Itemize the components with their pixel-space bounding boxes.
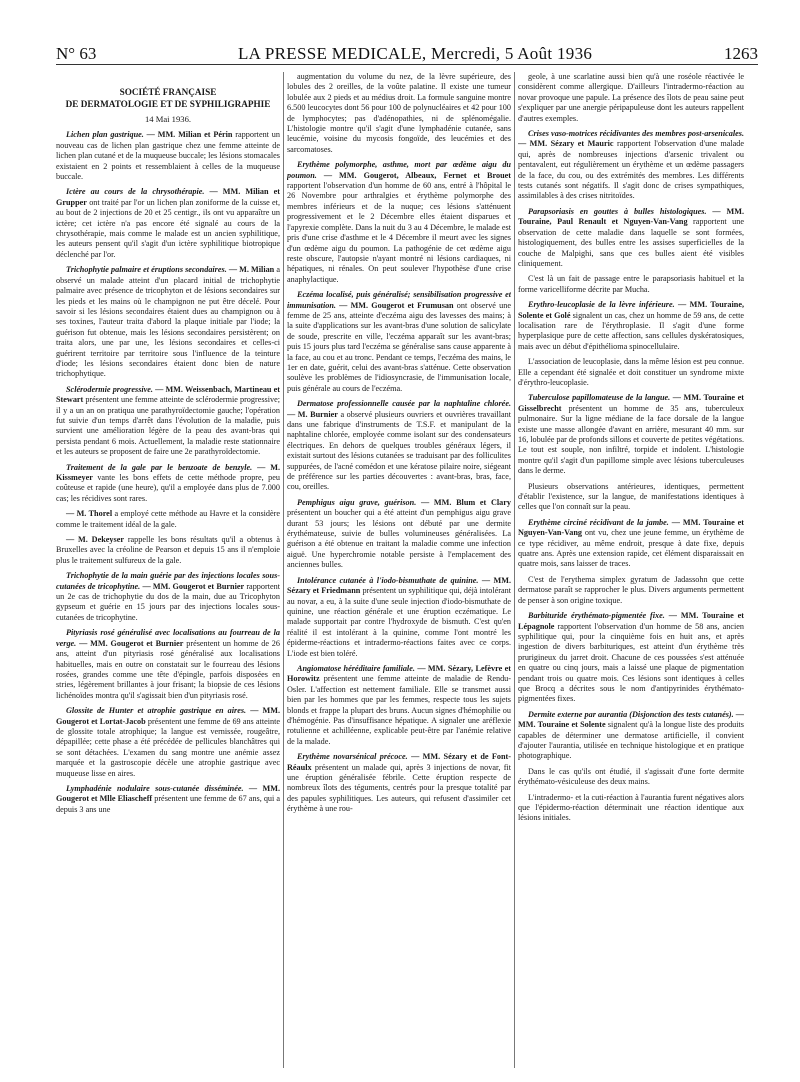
article-paragraph xyxy=(518,611,744,705)
article-authors: — MM. Blum et Clary xyxy=(416,497,511,507)
article-text: rapportent l'observation d'un homme de 60 ans, entré à l'hôpital le 26 Novembre pour arthralgies et érythème polymorphe des membres inférieurs et de la nuque; ces lésions s'atténuent progressivement et le 2 Décembre elles étaient disparues et l'apyrexie complète. Dans la nuit du 3 au 4 Décembre, le malade est pris d'une crise d'asthme et le 4 Décembre il meurt avec les signes d'un œdème aigu du poumon. La pathogénie de cet œdème aigu reste obscure, l'autopsie n'ayant montré ni lésions cardiaques, ni hépatiques, ni rénales. On peut soulever l'hypothèse d'une crise anaphylactique. xyxy=(287,181,511,284)
article-text: présentent un boucher qui a été atteint d'un pemphigus aigu grave durant 53 jours; les lésions ont débuté par une dermite érythémateuse, suivie de bulles volumineuses généralisées. La guérison a été obtenue en traitant la maladie comme une infection aiguë. Une hyperchromie notable persiste à l'emplacement des anciennes bulles. xyxy=(287,508,511,570)
article-title: Lymphadénie nodulaire sous-cutanée disséminée. xyxy=(66,783,244,793)
article-text: présentent une femme de 69 ans atteinte de glossite totale atrophique; la langue est vernissée, rougeâtre, dépapillée; cette phase a été précédée de pellicules blanchâtres qui se sont détachées. L'examen du sang montre une anémie assez marquée et la gastroscopie décèle une atrophie gastrique avec muqueuse lisse en aires. xyxy=(56,716,280,778)
society-name: SOCIÉTÉ FRANÇAISE DE DERMATOLOGIE ET DE SYPHILIGRAPHIE xyxy=(65,87,271,109)
article-text: C'est là un fait de passage entre le parapsoriasis habituel et la forme varicelliforme décrite par Mucha. xyxy=(518,274,744,294)
article-paragraph xyxy=(56,130,280,182)
article-authors: — MM. Touraine et Gisselbrecht xyxy=(518,393,744,413)
article-text: Plusieurs observations antérieures, identiques, permettent d'établir l'existence, sur la langue, de manifestations identiques à celles que l'on connaît sur la peau. xyxy=(518,481,744,512)
column-1 xyxy=(56,72,280,1074)
article-paragraph xyxy=(518,767,744,788)
article-paragraph xyxy=(518,129,744,202)
article-authors: — MM. Touraine, Solente et Golé xyxy=(518,300,744,320)
article-authors: — M. Kissmeyer xyxy=(56,462,280,482)
article-paragraph xyxy=(56,385,280,458)
article-text: vante les bons effets de cette méthode propre, peu coûteuse et rapide (une heure), qu'il a employée dans plus de 7.000 cas; les récidives sont rares. xyxy=(56,473,280,503)
article-paragraph xyxy=(56,628,280,701)
header-rule xyxy=(56,64,758,65)
article-authors: — M. Thorel xyxy=(66,509,113,519)
article-paragraph xyxy=(518,518,744,570)
article-text: a observé plusieurs ouvriers et ouvrières travaillant dans une fabrique d'instruments de T.S.F. et manipulant de la naphtaline chlorée, employée comme isolant sur des condensateurs électriques. En dehors de quelques troubles généraux légers, il existait surtout des lésions cutanées se traduisant par des folliculites suppurées, de l'acné comédon et une kératose pilaire noire, siégeant de préférence sur les parties découvertes : avant-bras, bras, face, cou, oreilles. xyxy=(287,409,511,492)
article-title: Erythème circiné récidivant de la jambe. xyxy=(528,517,669,527)
article-text: signalent un cas, chez un homme de 59 ans, de cette localisation rare de l'érythroplasie. Il s'agit d'une forme hyperplasique pure de cette affection, sans cellules dyskératosiques, mais avec un début d'épithélioma spinocellulaire. xyxy=(518,310,744,351)
article-text: Dans le cas qu'ils ont étudié, il s'agissait d'une forte dermite érythémato-vésiculeuse des deux mains. xyxy=(518,766,744,787)
article-title: Lichen plan gastrique. xyxy=(66,130,144,140)
column-1-articles xyxy=(56,130,280,815)
column-3 xyxy=(518,72,744,1074)
article-title: Angiomatose héréditaire familiale. xyxy=(297,663,415,673)
article-paragraph xyxy=(287,498,511,571)
article-paragraph xyxy=(287,752,511,814)
article-paragraph xyxy=(287,399,511,493)
article-text: signalent qu'à la longue liste des produits capables de déterminer une dermatose artificielle, il convient d'ajouter l'aurantia, utilisée en technique histologique et en pratique photographique. xyxy=(518,720,744,761)
article-authors: — MM. Weissenbach, Martineau et Stewart xyxy=(56,384,280,405)
article-title: Trichophytie de la main guérie par des injections locales sous-cutanées de tricophytine. xyxy=(56,571,280,591)
column-3-articles xyxy=(518,72,744,824)
article-text: présentent un homme de 26 ans, atteint d'un pityriasis rosé généralisé aux localisations habituelles, mais en outre on constatait sur le fourreau des lésions rosées, grandes comme une tête d'épingle, parfois disposées en stries, légèrement brillantes à jour frisant; la biopsie de ces lésions lichénoïdes montra qu'il s'agissait bien d'un pityriasis rosé. xyxy=(56,638,280,700)
article-authors: — MM. Gougerot et Frumusan xyxy=(335,300,454,310)
article-text: L'intradermo- et la cuti-réaction à l'aurantia furent négatives alors que l'épidermo-réaction déterminait une réaction identique aux lésions initiales. xyxy=(518,792,744,823)
article-text: rapportent un 2e cas de trichophytie du dos de la main, due au Tricophyton gypseum et guérie en 15 jours par des injections locales sous-cutanées de tricophytine. xyxy=(56,581,280,622)
article-authors: — M. Dekeyser xyxy=(66,535,124,545)
article-paragraph xyxy=(518,575,744,606)
article-text: présentent un syphilitique qui, déjà intolérant au novar, a eu, à la suite d'une seule injection d'iodo-bismuthate de quinine, une réaction générale et une éruption eczématique. Le malade supportait par contre l'hydroxyde de bismuth. C'est qu'en réalité il est intolérant à la quinine, comme l'ont montré les épiderme-réactions et intradermo-réactions faites avec ce corps. L'iode est bien toléré. xyxy=(287,586,511,658)
article-paragraph xyxy=(56,706,280,779)
column-divider xyxy=(514,72,515,1068)
article-paragraph xyxy=(287,72,511,155)
article-title: Ictère au cours de la chrysothérapie. xyxy=(66,187,205,197)
article-authors: — MM. Touraine, Paul Renault et Nguyen-Van-Vang xyxy=(518,206,744,227)
article-title: Trichophytie palmaire et éruptions secondaires. xyxy=(66,265,227,275)
article-paragraph xyxy=(287,290,511,394)
article-title: Parapsoriasis en gouttes à bulles histologiques. xyxy=(528,206,707,216)
journal-title: LA PRESSE MEDICALE, Mercredi, 5 Août 1936 xyxy=(238,44,593,63)
article-text: geole, à une scarlatine aussi bien qu'à une roséole réactivée le considèrent comme allergique. D'ailleurs l'intradermo-réaction au novar provoque une papule. La présence des îlots de peau saine peut s'expliquer par une anergie péripapuleuse dont les auteurs rappellent d'autres exemples. xyxy=(518,72,744,123)
article-paragraph xyxy=(518,710,744,762)
article-paragraph xyxy=(518,207,744,269)
article-authors: — MM. Touraine et Nguyen-Van-Vang xyxy=(518,517,744,538)
article-text: rapportent une observation de cette maladie dans laquelle se sont formées, histologiquement, des bulles entre les assises superficielles de la couche de Malpighi, sans que ces bulles aient été visibles cliniquement. xyxy=(518,217,744,268)
article-text: C'est de l'erythema simplex gyratum de Jadassohn que cette dermatose paraît se rapprocher le plus. Divers arguments permettent de penser à son origine toxique. xyxy=(518,574,744,605)
article-text: présentent une femme atteinte de maladie de Rendu-Osler. L'affection est nettement familiale. Elle se transmet aussi bien par les hommes que par les femmes, respecte tous les sujets blonds et frappe la plupart des bruns. Aucun signes d'hémophilie ou d'hémogénie. Pas d'insuffisance hépatique. A signaler une aréflexie rotulienne et achilléenne, explicable peut-être par l'anémie relative de la malade. xyxy=(287,674,511,746)
column-2-articles xyxy=(287,72,511,815)
article-title: Crises vaso-motrices récidivantes des membres post-arsenicales. xyxy=(528,129,744,139)
article-paragraph xyxy=(56,509,280,530)
article-paragraph xyxy=(56,784,280,815)
article-paragraph xyxy=(518,72,744,124)
article-text: présentent une femme de 67 ans, qui a depuis 3 ans une xyxy=(56,794,280,814)
page-header xyxy=(56,38,758,64)
article-authors: — MM. Milian et Grupper xyxy=(56,187,280,207)
article-text: rapportent un nouveau cas de lichen plan gastrique chez une femme atteinte de lichen plan cutané et de la muqueuse buccale; les lésions stomacales existaient en 2 points et ressemblaient à celles de la muqueuse buccale. xyxy=(56,130,280,182)
article-authors: — MM. Sézary, Lefèvre et Horowitz xyxy=(287,663,511,684)
article-paragraph xyxy=(518,482,744,513)
article-authors: — MM. Sézary et de Font-Réaulx xyxy=(287,752,511,772)
article-paragraph xyxy=(287,160,511,285)
article-title: Erythème novarsénical précoce. xyxy=(297,752,408,762)
article-text: présentent un homme de 35 ans, tuberculeux pulmonaire. Sur la ligne médiane de la face dorsale de la langue existe une masse allongée d'avant en arrière, mesurant 40 mm. sur 16, lobulée par de profonds sillons et couverte de petites végétations. Le tout est souple, non infiltré, torpide et indolent. L'histologie montre qu'il s'agit d'un papillome simple avec lésions tuberculeuses dans le derme. xyxy=(518,403,744,476)
article-text: présentent une femme atteinte de sclérodermie progressive; il y a un an on pratiqua une parathyroïdectomie gauche; l'opération fut suivie d'un temps d'arrêt dans l'évolution de la maladie, puis survient une amélioration légère de la peau des avant-bras qui persista pendant 6 mois. Actuellement, la maladie reste stationnaire et les auteurs se proposent de faire une 2e parathyroïdectomie. xyxy=(56,395,280,457)
column-2 xyxy=(287,72,511,1074)
article-text: présentent un malade qui, après 3 injections de novar, fit une éruption généralisée fébrile. Cette éruption respecte de nombreux îlots des téguments, centrés pour la presque totalité par des papules syphilitiques. Les auteurs, qui refusent d'assimiler cet érythème à une rou- xyxy=(287,762,511,814)
article-text: a employé cette méthode au Havre et la considère comme le traitement idéal de la gale. xyxy=(56,509,280,529)
article-authors: — MM. Gougerot, Albeaux, Fernet et Brouet xyxy=(316,170,511,180)
article-authors: — MM. Gougerot et Lortat-Jacob xyxy=(56,706,280,726)
article-title: Sclérodermie progressive. xyxy=(66,384,153,394)
article-authors: — MM. Gougerot et Mlle Eliascheff xyxy=(56,783,280,804)
article-paragraph xyxy=(518,274,744,295)
article-title: Pityriasis rosé généralisé avec localisations au fourreau de la verge. xyxy=(56,628,280,648)
article-title: Eczéma localisé, puis généralisé; sensibilisation progressive et immunisation. xyxy=(287,290,511,310)
article-paragraph xyxy=(518,793,744,824)
page-number: 1263 xyxy=(724,44,758,63)
article-paragraph xyxy=(56,187,280,260)
article-title: Erythème polymorphe, asthme, mort par œdème aigu du poumon. xyxy=(287,160,511,180)
article-paragraph xyxy=(56,463,280,505)
article-text: ont vu, chez une jeune femme, un érythème de ce type récidiver, au même endroit, presque à date fixe, depuis quatre ans. Après une extension rapide, cet élément disparaissait en quatre mois, sans laisser de traces. xyxy=(518,528,744,569)
article-text: rapportent l'observation d'un homme de 58 ans, ancien syphilitique qui, pour la cinquième fois en huit ans, et après ingestion de divers barbituriques, est atteint d'un érythème très prurigineux du jarret droit. Chacune de ces poussées s'est atténuée en quatre ou cinq jours, mais a laissé une plaque de pigmentation pendant trois ou quatre mois. Ces lésions sont identiques à celles que Brocq a décrites sous le nom d'antipyrinides érythémato-pigmentées fixes. xyxy=(518,621,744,704)
article-text: augmentation du volume du nez, de la lèvre supérieure, des lobules des 2 oreilles, de la voûte palatine. Il existe une tumeur lobulée aux 2 pieds et au médius droit. La formule sanguine montre 6.500 leucocytes dont 56 pour 100 de polynucléaires et 42 pour 100 de lymphocytes; pas d'adénopathies, ni de splénomégalie. L'histologie montre qu'il s'agit d'une lymphadénie cutanée, sans leucémie, voisine du mycosis fongoïde, des leucémies et des sarcomatoses. xyxy=(287,72,511,154)
article-authors: — MM. Sézary et Mauric xyxy=(518,139,614,149)
article-authors: — M. Milian xyxy=(226,265,275,275)
column-divider xyxy=(283,72,284,1068)
article-paragraph xyxy=(56,571,280,623)
article-authors: — MM. Touraine et Solente xyxy=(518,709,744,730)
article-authors: — MM. Touraine et Lépagnole xyxy=(518,611,744,631)
article-title: Dermite externe par aurantia (Disjonction des tests cutanés). xyxy=(528,709,734,719)
article-text: ont observé une femme de 25 ans, atteinte d'eczéma aigu des lavesses des mains; à la suite d'applications sur les avant-bras d'une solution de salicylate de soude, prescrite en ville, l'eczéma apparaît sur les avant-bras; puis 15 jours plus tard l'eczéma se généralise sans cause apparente à la face, au cou et au tronc. Pendant ce temps, l'eczéma des mains, le 1er en date, guérit, celui des avant-bras s'atténue. Cette observation soulève les problèmes de l'idiosyncrasie, de l'immunisation locale, puis générale au cours de l'eczéma. xyxy=(287,300,511,393)
article-text: rapportent l'observation d'une malade qui, après de nombreuses injections d'arsenic trivalent ou pentavalent, eut régulièrement un érythème et un œdème passagers de la face, du cou, ou des extrémités des membres. Les différents tests cutanés sont négatifs. Il s'agit donc de crises sympathiques, assimilables à des crises nitritoïdes. xyxy=(518,139,744,201)
article-title: Glossite de Hunter et atrophie gastrique en aires. xyxy=(66,706,247,716)
article-authors: — MM. Milian et Périn xyxy=(143,130,233,140)
article-authors: — MM. Gougerot et Burnier xyxy=(76,638,184,648)
article-paragraph xyxy=(56,535,280,566)
article-text: a observé un malade atteint d'un placard initial de trichophytie palmaire avec présence de tricophyton et de lésions secondaires sur les pieds et les mains où le champignon ne put être décelé. Pour savoir si les lésions secondaires étaient dues au champignon ou à ses toxines, l'auteur traita d'abord la plaque initiale par l'iode; la guérison fut obtenue, mais les lésions secondaires persistèrent; on traita alors, une par une, les lésions secondaires et celles-ci guérirent territoire par territoire sous l'influence de la teinture d'iode; les lésions secondaires étaient donc bien de nature trichophytique. xyxy=(56,265,280,379)
session-date: 14 Mai 1936. xyxy=(144,114,192,124)
article-paragraph xyxy=(518,300,744,352)
article-text: L'association de leucoplasie, dans la même lésion est peu connue. Elle a cependant été signalée et doit constituer un syndrome mixte d'érythro-leucoplasie. xyxy=(518,357,744,387)
article-title: Tuberculose papillomateuse de la langue. xyxy=(528,393,671,403)
article-text: rappelle les bons résultats qu'il a obtenus à Bruxelles avec la créoline de Pearson et depuis 15 ans il n'emploie plus le traitement sulfureux de la gale. xyxy=(56,535,280,565)
issue-number: N° 63 xyxy=(56,44,97,63)
article-paragraph xyxy=(56,265,280,379)
article-paragraph xyxy=(518,357,744,388)
article-title: Dermatose professionnelle causée par la naphtaline chlorée. xyxy=(297,399,511,409)
article-authors: — MM. Sézary et Friedmann xyxy=(287,575,511,596)
article-paragraph xyxy=(518,393,744,476)
article-title: Barbituride érythémato-pigmentée fixe. xyxy=(528,611,665,621)
article-title: Intolérance cutanée à l'iodo-bismuthate de quinine. xyxy=(297,575,479,585)
article-paragraph xyxy=(287,576,511,659)
article-authors: — MM. Gougerot et Burnier xyxy=(140,581,245,591)
article-paragraph xyxy=(287,664,511,747)
article-title: Traitement de la gale par le benzoate de benzyle. xyxy=(66,462,253,472)
article-text: ont traité par l'or un lichen plan zoniforme de la cuisse et, au bout de 2 injections de 20 et 25 centigr., ils ont vu apparaître un ictère; cet ictère n'a pas encore été signalé au cours de la chrysothérapie, mais comme le malade est un ancien syphilitique, les auteurs pensent qu'il s'agit d'un ictère syphilitique biotropique déclenché par l'or. xyxy=(56,197,280,259)
article-title: Erythro-leucoplasie de la lèvre inférieure. xyxy=(528,300,675,310)
article-title: Pemphigus aigu grave, guérison. xyxy=(297,497,417,507)
article-authors: — M. Burnier xyxy=(287,409,338,419)
